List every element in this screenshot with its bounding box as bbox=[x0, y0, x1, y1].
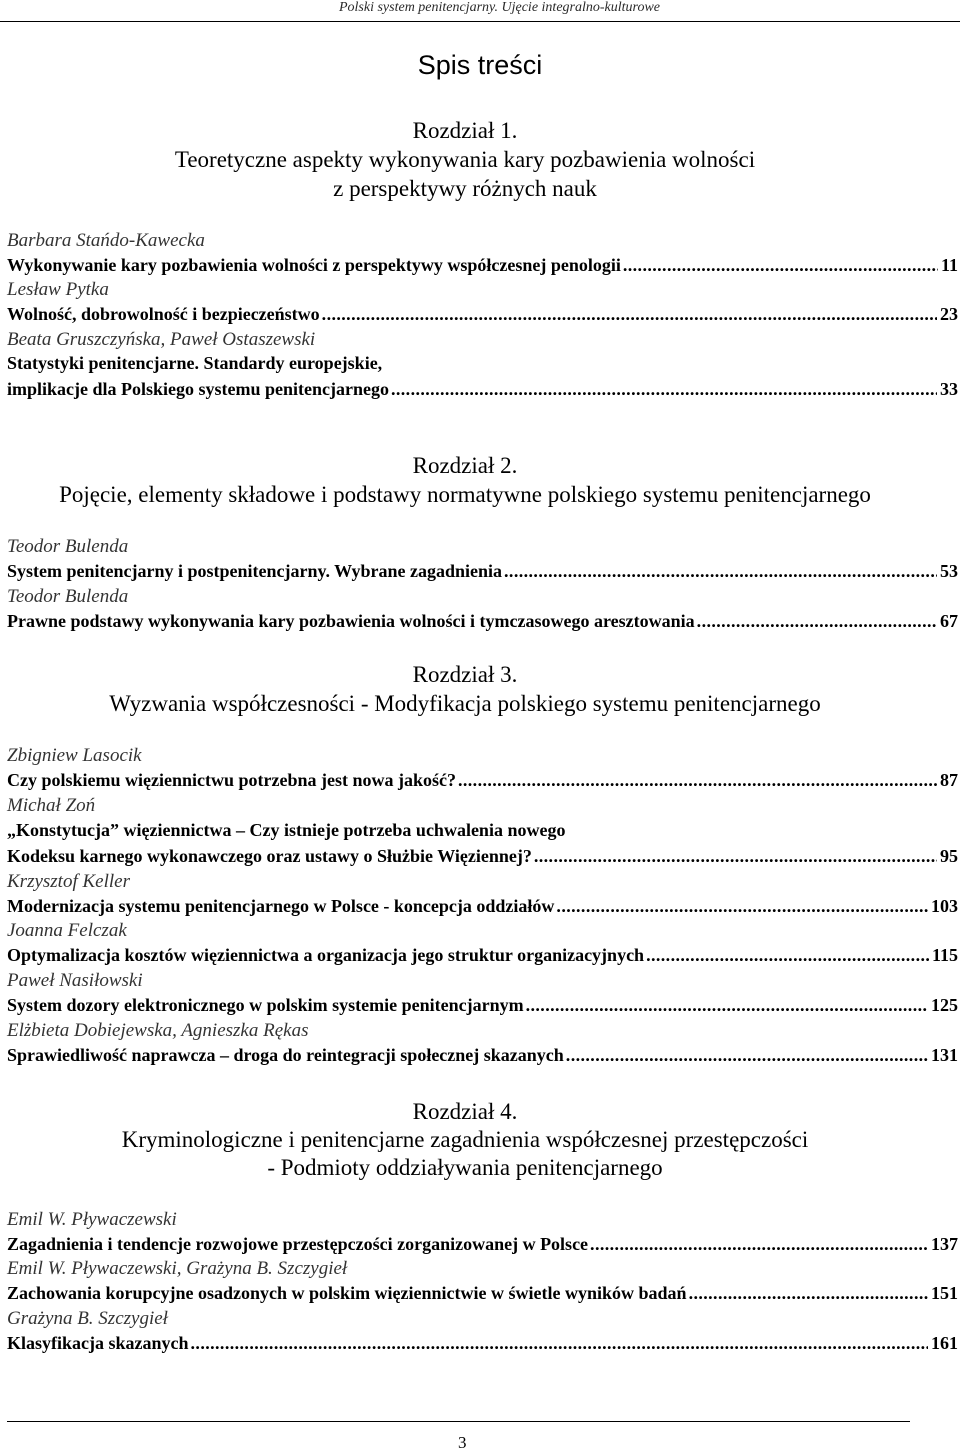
toc-entry[interactable] bbox=[7, 1045, 958, 1066]
entry-title: Modernizacja systemu penitencjarnego w Polsce - koncepcja oddziałów bbox=[7, 896, 555, 916]
chapter-4-number: Rozdział 4. bbox=[412, 1099, 518, 1124]
entry-author: Joanna Felczak bbox=[7, 920, 127, 941]
toc-entry[interactable] bbox=[7, 561, 958, 582]
entry-title-line-1: „Konstytucja” więziennictwa – Czy istnieje potrzeba uchwalenia nowego bbox=[7, 820, 566, 840]
dot-leader bbox=[391, 379, 937, 400]
dot-leader bbox=[566, 1045, 928, 1066]
entry-page-number: 11 bbox=[940, 255, 958, 275]
footer-rule bbox=[7, 1421, 910, 1422]
entry-author: Grażyna B. Szczygieł bbox=[7, 1308, 168, 1329]
chapter-3-number: Rozdział 3. bbox=[412, 662, 518, 687]
entry-page-number: 161 bbox=[931, 1333, 958, 1353]
entry-author: Michał Zoń bbox=[7, 795, 96, 816]
dot-leader bbox=[322, 304, 937, 325]
entry-author: Krzysztof Keller bbox=[7, 871, 130, 892]
toc-entry[interactable] bbox=[7, 1283, 958, 1304]
chapter-3-title-line-1: Wyzwania współczesności - Modyfikacja polskiego systemu penitencjarnego bbox=[109, 691, 821, 716]
toc-entry[interactable] bbox=[7, 770, 958, 791]
entry-title: Sprawiedliwość naprawcza – droga do reintegracji społecznej skazanych bbox=[7, 1045, 564, 1065]
entry-title: Zachowania korupcyjne osadzonych w polskim więziennictwie w świetle wyników badań bbox=[7, 1283, 687, 1303]
entry-title: System dozory elektronicznego w polskim systemie penitencjarnym bbox=[7, 995, 524, 1015]
chapter-2-number: Rozdział 2. bbox=[412, 453, 518, 478]
entry-author: Beata Gruszczyńska, Paweł Ostaszewski bbox=[7, 329, 316, 350]
entry-page-number: 151 bbox=[931, 1283, 958, 1303]
entry-author: Teodor Bulenda bbox=[7, 536, 129, 557]
chapter-1-title-line-1: Teoretyczne aspekty wykonywania kary pozbawienia wolności bbox=[174, 147, 756, 172]
entry-title-line-2: implikacje dla Polskiego systemu penitencjarnego bbox=[7, 379, 389, 399]
entry-title: Prawne podstawy wykonywania kary pozbawienia wolności i tymczasowego aresztowania bbox=[7, 611, 695, 631]
dot-leader bbox=[504, 561, 937, 582]
entry-author: Barbara Stańdo-Kawecka bbox=[7, 230, 205, 251]
entry-page-number: 23 bbox=[940, 304, 958, 324]
chapter-2-title-line-1: Pojęcie, elementy składowe i podstawy normatywne polskiego systemu penitencjarnego bbox=[59, 482, 871, 507]
dot-leader bbox=[689, 1283, 928, 1304]
entry-page-number: 125 bbox=[931, 995, 958, 1015]
toc-entry[interactable] bbox=[7, 820, 958, 867]
entry-page-number: 131 bbox=[931, 1045, 958, 1065]
entry-page-number: 53 bbox=[940, 561, 958, 581]
dot-leader bbox=[534, 846, 937, 867]
entry-title: System penitencjarny i postpenitencjarny. Wybrane zagadnienia bbox=[7, 561, 503, 581]
entry-title: Optymalizacja kosztów więziennictwa a organizacja jego struktur organizacyjnych bbox=[7, 945, 645, 965]
entry-title: Czy polskiemu więziennictwu potrzebna jest nowa jakość? bbox=[7, 770, 456, 790]
dot-leader bbox=[191, 1333, 928, 1354]
entry-title-line-1: Statystyki penitencjarne. Standardy europejskie, bbox=[7, 353, 383, 373]
entry-page-number: 103 bbox=[931, 896, 958, 916]
toc-entry[interactable] bbox=[7, 304, 958, 325]
dot-leader bbox=[556, 896, 928, 917]
toc-entry[interactable] bbox=[7, 1234, 958, 1255]
toc-title: Spis treści bbox=[417, 50, 543, 80]
page-number: 3 bbox=[458, 1433, 467, 1452]
entry-author: Emil W. Pływaczewski, Grażyna B. Szczygieł bbox=[7, 1258, 348, 1279]
toc-entry[interactable] bbox=[7, 611, 958, 632]
dot-leader bbox=[623, 255, 938, 276]
entry-title: Wolność, dobrowolność i bezpieczeństwo bbox=[7, 304, 320, 324]
entry-author: Teodor Bulenda bbox=[7, 586, 129, 607]
dot-leader bbox=[458, 770, 937, 791]
dot-leader bbox=[646, 945, 929, 966]
toc-entry[interactable] bbox=[7, 896, 958, 917]
entry-author: Emil W. Pływaczewski bbox=[7, 1209, 177, 1230]
chapter-4-title-line-2: - Podmioty oddziaływania penitencjarnego bbox=[267, 1155, 663, 1180]
entry-title: Zagadnienia i tendencje rozwojowe przestępczości zorganizowanej w Polsce bbox=[7, 1234, 589, 1254]
entry-title-line-2: Kodeksu karnego wykonawczego oraz ustawy o Służbie Więziennej? bbox=[7, 846, 532, 866]
entry-author: Paweł Nasiłowski bbox=[7, 970, 143, 991]
toc-entry[interactable] bbox=[7, 995, 958, 1016]
entry-page-number: 87 bbox=[940, 770, 958, 790]
toc-entry[interactable] bbox=[7, 353, 958, 400]
entry-author: Zbigniew Lasocik bbox=[7, 745, 142, 766]
entry-page-number: 33 bbox=[940, 379, 958, 399]
entry-author: Elżbieta Dobiejewska, Agnieszka Rękas bbox=[7, 1020, 309, 1041]
entry-title: Wykonywanie kary pozbawienia wolności z perspektywy współczesnej penologii bbox=[7, 255, 621, 275]
toc-entry[interactable] bbox=[7, 255, 958, 276]
header-rule bbox=[0, 21, 960, 22]
chapter-4-title-line-1: Kryminologiczne i penitencjarne zagadnienia współczesnej przestępczości bbox=[121, 1127, 809, 1152]
entry-page-number: 115 bbox=[931, 945, 958, 965]
entry-title: Klasyfikacja skazanych bbox=[7, 1333, 189, 1353]
chapter-1-title-line-2: z perspektywy różnych nauk bbox=[333, 176, 597, 201]
dot-leader bbox=[526, 995, 928, 1016]
toc-entry[interactable] bbox=[7, 1333, 958, 1354]
dot-leader bbox=[590, 1234, 928, 1255]
entry-page-number: 95 bbox=[940, 846, 958, 866]
chapter-1-number: Rozdział 1. bbox=[412, 118, 518, 143]
toc-entry[interactable] bbox=[7, 945, 958, 966]
entry-author: Lesław Pytka bbox=[7, 279, 109, 300]
running-header: Polski system penitencjarny. Ujęcie integralno-kulturowe bbox=[338, 0, 660, 15]
entry-page-number: 67 bbox=[940, 611, 958, 631]
dot-leader bbox=[697, 611, 937, 632]
entry-page-number: 137 bbox=[931, 1234, 958, 1254]
